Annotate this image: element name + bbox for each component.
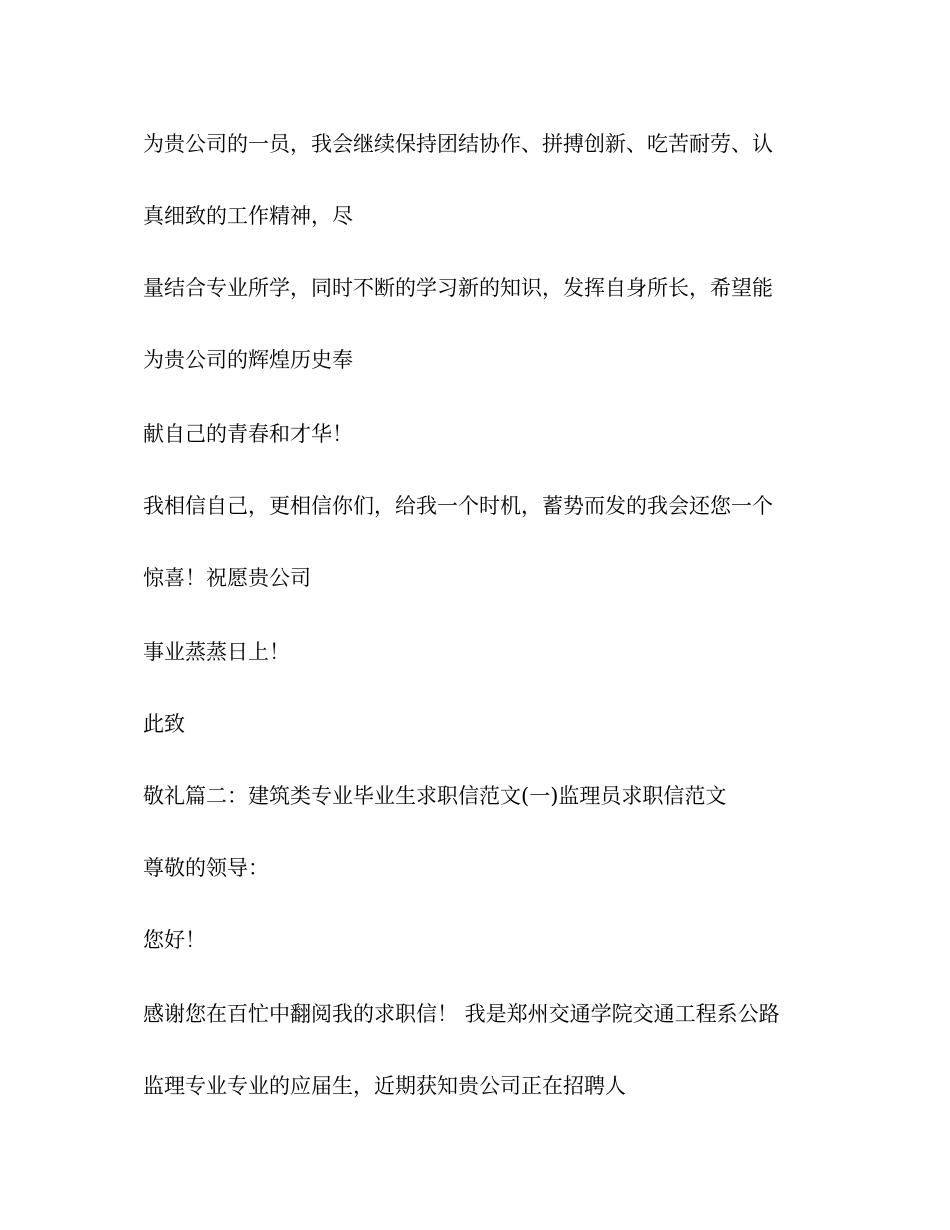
- text-line: 献自己的青春和才华！: [143, 422, 353, 446]
- text-line: 尊敬的领导：: [143, 856, 269, 880]
- text-line: 监理专业专业的应届生，近期获知贵公司正在招聘人: [143, 1074, 626, 1098]
- text-line: 感谢您在百忙中翻阅我的求职信！ 我是郑州交通学院交通工程系公路: [143, 1002, 780, 1026]
- text-line: 量结合专业所学，同时不断的学习新的知识，发挥自身所长，希望能: [143, 276, 773, 300]
- text-line: 此致: [143, 712, 185, 736]
- text-line: 为贵公司的一员，我会继续保持团结协作、拼搏创新、吃苦耐劳、认: [143, 132, 773, 156]
- text-line: 真细致的工作精神，尽: [143, 204, 353, 228]
- text-line: 惊喜！祝愿贵公司: [143, 566, 311, 590]
- text-line: 事业蒸蒸日上！: [143, 640, 290, 664]
- text-line: 敬礼篇二：建筑类专业毕业生求职信范文(一)监理员求职信范文: [143, 784, 727, 808]
- text-line: 我相信自己，更相信你们，给我一个时机，蓄势而发的我会还您一个: [143, 494, 773, 518]
- text-line: 您好！: [143, 928, 206, 952]
- text-line: 为贵公司的辉煌历史奉: [143, 348, 353, 372]
